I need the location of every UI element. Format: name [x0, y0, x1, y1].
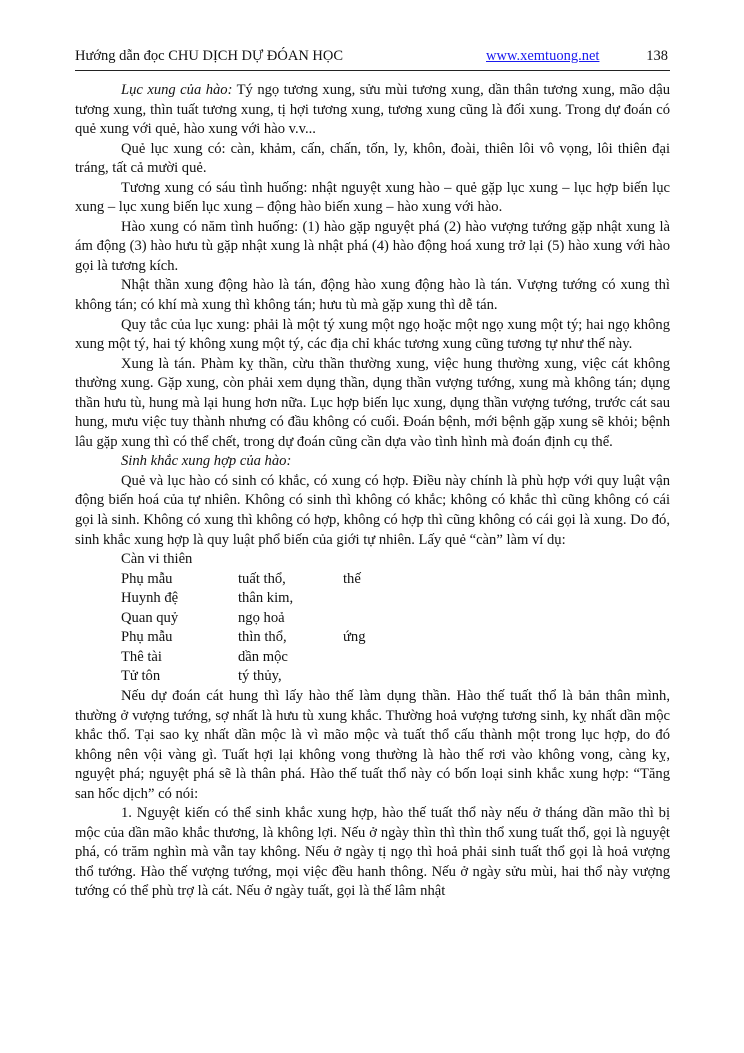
book-title: Hướng dẫn đọc CHU DỊCH DỰ ĐÓAN HỌC: [75, 48, 344, 64]
hexagram-table: [75, 550, 670, 687]
line-relative: Thê tài: [121, 648, 162, 665]
hexagram-line: [75, 628, 670, 648]
paragraph: Quẻ và lục hào có sinh có khắc, có xung có hợp. Điều này chính là phù hợp với quy luật vận động biến hoá của tự nhiên. Không có sinh thì không có khắc; không có khắc thì cũng không có cái gọi là sinh. Không có xung thì không có hợp, không có hợp thì cũng không có cái gọi là xung. Do đó, sinh khắc xung hợp là quy luật phổ biến của giới tự nhiên. Lấy quẻ “càn” làm ví dụ:: [75, 472, 670, 548]
paragraph: 1. Nguyệt kiến có thể sinh khắc xung hợp, hào thế tuất thổ này nếu ở tháng dần mão thì bị mộc của dần mão khắc thương, là không lợi. Nếu ở ngày thìn thì thìn thổ xung tuất thổ, gọi là nguyệt phá, có trăm nghìn mà vẫn tay không. Nếu ở ngày tị ngọ thì hoả phải sinh tuất thổ gọi là hoả vượng thổ tướng. Hào thế vượng tướng, mọi việc đều hanh thông. Nếu ở ngày sửu mùi, hai thổ này vượng tướng có thể phù trợ là cát. Nếu ở ngày tuất, gọi là thế lâm nhật: [75, 805, 670, 900]
page-number: 138: [646, 48, 668, 64]
line-branch: dần mộc: [238, 648, 288, 665]
line-relative: Tử tôn: [121, 668, 161, 685]
line-branch: tuất thổ,: [238, 570, 286, 587]
section-heading-sinh-khac: Sinh khắc xung hợp của hào:: [121, 453, 292, 470]
hexagram-name: Càn vi thiên: [121, 551, 193, 568]
line-branch: thìn thổ,: [238, 629, 287, 646]
page-header: [75, 46, 670, 71]
paragraph: Quy tắc của lục xung: phải là một tý xung một ngọ hoặc một ngọ xung một tý; hai ngọ không xung một tý, hai tý không xung một tý, các địa chỉ khác tương xung cũng tương tự như thế này.: [75, 316, 670, 353]
paragraph: Tương xung có sáu tình huống: nhật nguyệt xung hào – quẻ gặp lục xung – lục hợp biến lục xung – lục xung biến lục xung – động hào biến xung – hào xung với hào.: [75, 179, 670, 216]
hexagram-line: [75, 667, 670, 687]
page-body: [75, 81, 670, 902]
line-branch: thân kim,: [238, 590, 294, 607]
line-relative: Huynh đệ: [121, 590, 179, 607]
hexagram-name-row: [75, 550, 670, 570]
paragraph: Nếu dự đoán cát hung thì lấy hào thế làm dụng thần. Hào thế tuất thổ là bản thân mình, thường ở vượng tướng, sợ nhất là hưu tù xung khắc. Thường hoả vượng tương sinh, kỵ nhất dần mộc khắc thổ. Tại sao kỵ nhất dần mộc là vì mão mộc và tuất thổ cấu thành một trong lục hợp, do đó không nên vội vàng gì. Tuất hợi lại không vong thường là hào thế rơi vào không vong, càng kỵ, nguyệt phá; nguyệt phá sẽ là thân phá. Hào thế tuất thổ này có bốn loại sinh khắc xung hợp: “Tăng san hốc dịch” có nói:: [75, 687, 670, 802]
line-branch: ngọ hoả: [238, 609, 285, 626]
hexagram-line: [75, 570, 670, 590]
section-heading-luc-xung: Lục xung của hào:: [121, 82, 233, 98]
line-relative: Quan quỷ: [121, 609, 179, 626]
hexagram-line: [75, 648, 670, 668]
hexagram-line: [75, 589, 670, 609]
website-link[interactable]: www.xemtuong.net: [486, 48, 600, 64]
paragraph: Nhật thần xung động hào là tán, động hào xung động hào là tán. Vượng tướng có xung thì không tán; có khí mà xung thì không tán; hưu tù mà gặp xung thì dễ tán.: [75, 277, 670, 314]
line-mark: ứng: [343, 629, 366, 646]
paragraph: Xung là tán. Phàm kỵ thần, cừu thần thường xung, việc hung thường xung, việc cát không thường xung. Gặp xung, còn phải xem dụng thần, dụng thần vượng tướng, xung mà không tán; dụng thần hưu tù, hung mà lại hung hơn nữa. Lục hợp biến lục xung, dụng thần vượng tướng, trước cát sau hung, mưu việc tuy thành nhưng có đầu không có cuối. Đoán bệnh, mới bệnh gặp xung sẽ khỏi; bệnh lâu gặp xung thì có thể chết, trong dự đoán cũng cần dựa vào tình hình mà đoán định cụ thể.: [75, 355, 670, 450]
line-mark: thế: [343, 570, 361, 587]
paragraph-text: Tý ngọ tương xung, sửu mùi tương xung, dần thân tương xung, mão dậu tương xung, thìn tuất tương xung, tị hợi tương xung, tương xung cũng là đối xung. Trong dự đoán có quẻ xung với quẻ, hào xung với hào v.v...: [75, 82, 670, 138]
line-relative: Phụ mẫu: [121, 629, 173, 646]
line-branch: tý thủy,: [238, 668, 282, 685]
paragraph: Quẻ lục xung có: càn, khảm, cấn, chấn, tốn, ly, khôn, đoài, thiên lôi vô vọng, lôi thiên đại tráng, tất cả mười quẻ.: [75, 140, 670, 177]
paragraph-luc-xung: [75, 81, 670, 140]
paragraph: Hào xung có năm tình huống: (1) hào gặp nguyệt phá (2) hào vượng tướng gặp nhật xung là ám động (3) hào hưu tù gặp nhật xung là nhật phá (4) hào động hoá xung trở lại (5) hào xung với hào gọi là tương kích.: [75, 218, 670, 274]
line-relative: Phụ mẫu: [121, 570, 173, 587]
hexagram-line: [75, 609, 670, 629]
